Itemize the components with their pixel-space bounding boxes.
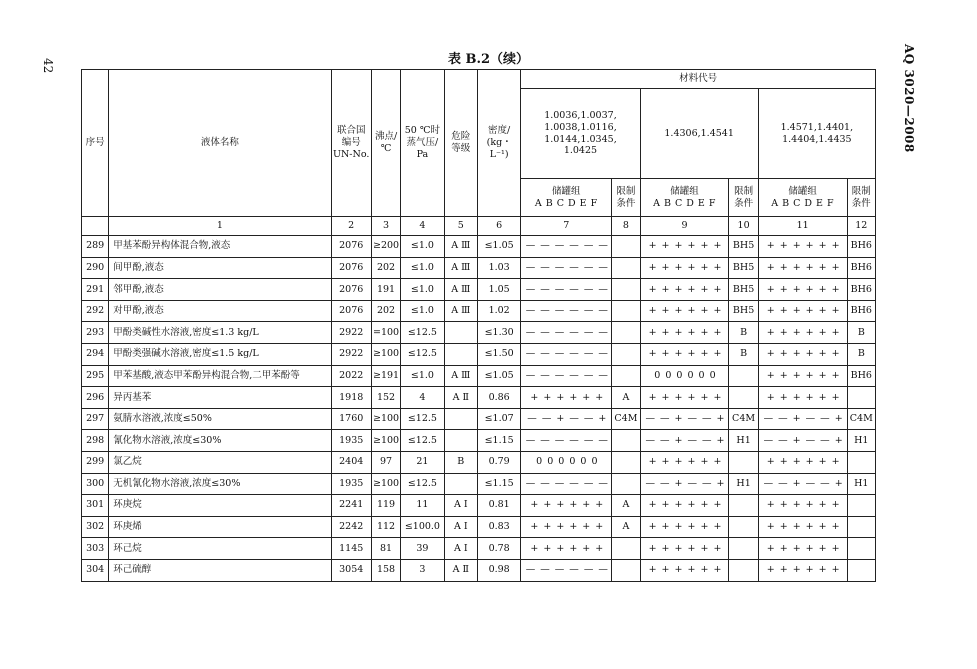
restriction-1	[612, 279, 640, 301]
tank-group-2-marks: + + + + + +	[640, 236, 729, 258]
header-restrict-3: 限制 条件	[847, 179, 875, 217]
restriction-2	[729, 387, 758, 409]
un-number: 2076	[331, 300, 371, 322]
tank-group-2-marks: — — + — — +	[640, 473, 729, 495]
table-row	[82, 322, 876, 344]
tank-group-3-marks: + + + + + +	[758, 343, 847, 365]
row-number: 298	[82, 430, 109, 452]
substance-name: 环庚烯	[109, 516, 331, 538]
standard-code: AQ 3020—2008	[902, 44, 916, 153]
header-tank-group-3: 储罐组 A B C D E F	[758, 179, 847, 217]
table-row	[82, 279, 876, 301]
vapor-pressure: ≤12.5	[401, 343, 444, 365]
table-row	[82, 343, 876, 365]
restriction-2	[729, 495, 758, 517]
tank-group-3-marks: + + + + + +	[758, 257, 847, 279]
restriction-2: H1	[729, 473, 758, 495]
boiling-point: 81	[371, 538, 400, 560]
table-row	[82, 473, 876, 495]
restriction-2: BH5	[729, 257, 758, 279]
un-number: 3054	[331, 559, 371, 581]
restriction-2	[729, 559, 758, 581]
hazard-level	[444, 322, 477, 344]
density: ≤1.05	[477, 365, 520, 387]
vapor-pressure: ≤1.0	[401, 279, 444, 301]
restriction-1	[612, 451, 640, 473]
tank-group-1-marks: 0 0 0 0 0 0	[521, 451, 612, 473]
tank-group-2-marks: — — + — — +	[640, 408, 729, 430]
density: ≤1.50	[477, 343, 520, 365]
restriction-2: BH5	[729, 300, 758, 322]
col-number: 5	[444, 217, 477, 236]
vapor-pressure: 3	[401, 559, 444, 581]
header-material-group-2: 1.4306,1.4541	[640, 89, 758, 179]
tank-group-1-marks: — — — — — —	[521, 257, 612, 279]
tank-group-1-marks: + + + + + +	[521, 538, 612, 560]
restriction-3: H1	[847, 430, 875, 452]
vapor-pressure: ≤1.0	[401, 257, 444, 279]
hazard-level	[444, 473, 477, 495]
tank-group-2-marks: + + + + + +	[640, 322, 729, 344]
row-number: 297	[82, 408, 109, 430]
col-number: 11	[758, 217, 847, 236]
substance-name: 邻甲酚,液态	[109, 279, 331, 301]
restriction-3	[847, 516, 875, 538]
tank-group-3-marks: + + + + + +	[758, 495, 847, 517]
col-number: 4	[401, 217, 444, 236]
table-row	[82, 538, 876, 560]
un-number: 2404	[331, 451, 371, 473]
boiling-point: ≥200	[371, 236, 400, 258]
hazard-level: A Ⅰ	[444, 516, 477, 538]
un-number: 1760	[331, 408, 371, 430]
table-row	[82, 430, 876, 452]
hazard-level: A Ⅲ	[444, 236, 477, 258]
header-material-group-3: 1.4571,1.4401, 1.4404,1.4435	[758, 89, 875, 179]
restriction-1	[612, 343, 640, 365]
density: 0.78	[477, 538, 520, 560]
restriction-2	[729, 538, 758, 560]
density: 0.86	[477, 387, 520, 409]
tank-group-1-marks: + + + + + +	[521, 387, 612, 409]
vapor-pressure: 4	[401, 387, 444, 409]
col-number: 1	[109, 217, 331, 236]
tank-group-2-marks: + + + + + +	[640, 343, 729, 365]
restriction-3	[847, 451, 875, 473]
restriction-2	[729, 516, 758, 538]
boiling-point: 97	[371, 451, 400, 473]
restriction-3: BH6	[847, 300, 875, 322]
substance-name: 无机氰化物水溶液,浓度≤30%	[109, 473, 331, 495]
restriction-1	[612, 365, 640, 387]
restriction-3: BH6	[847, 279, 875, 301]
col-number: 6	[477, 217, 520, 236]
hazard-level: A Ⅲ	[444, 279, 477, 301]
tank-group-2-marks: 0 0 0 0 0 0	[640, 365, 729, 387]
boiling-point: 202	[371, 300, 400, 322]
density: 1.03	[477, 257, 520, 279]
table-row	[82, 236, 876, 258]
un-number: 2241	[331, 495, 371, 517]
tank-group-1-marks: — — — — — —	[521, 236, 612, 258]
density: 1.05	[477, 279, 520, 301]
col-number: 8	[612, 217, 640, 236]
restriction-2: B	[729, 322, 758, 344]
substance-name: 甲苯基酸,液态甲苯酚异构混合物,二甲苯酚等	[109, 365, 331, 387]
header-material-code: 材料代号	[521, 70, 876, 89]
tank-group-2-marks: + + + + + +	[640, 387, 729, 409]
restriction-2	[729, 451, 758, 473]
un-number: 1935	[331, 473, 371, 495]
hazard-level: A Ⅲ	[444, 365, 477, 387]
substance-name: 异丙基苯	[109, 387, 331, 409]
tank-group-3-marks: + + + + + +	[758, 322, 847, 344]
hazard-level	[444, 343, 477, 365]
restriction-3	[847, 559, 875, 581]
density: ≤1.05	[477, 236, 520, 258]
tank-group-3-marks: + + + + + +	[758, 300, 847, 322]
row-number: 303	[82, 538, 109, 560]
un-number: 1935	[331, 430, 371, 452]
un-number: 2076	[331, 279, 371, 301]
row-number: 291	[82, 279, 109, 301]
restriction-2: H1	[729, 430, 758, 452]
row-number: 293	[82, 322, 109, 344]
vapor-pressure: 11	[401, 495, 444, 517]
restriction-3: C4M	[847, 408, 875, 430]
restriction-2: C4M	[729, 408, 758, 430]
un-number: 2076	[331, 236, 371, 258]
header-material-group-1: 1.0036,1.0037, 1.0038,1.0116, 1.0144,1.0345, 1.0425	[521, 89, 640, 179]
restriction-3	[847, 495, 875, 517]
tank-group-2-marks: + + + + + +	[640, 516, 729, 538]
vapor-pressure: ≤1.0	[401, 236, 444, 258]
hazard-level	[444, 408, 477, 430]
tank-group-2-marks: + + + + + +	[640, 451, 729, 473]
substance-name: 对甲酚,液态	[109, 300, 331, 322]
substance-table	[81, 69, 876, 582]
tank-group-3-marks: + + + + + +	[758, 387, 847, 409]
tank-group-1-marks: + + + + + +	[521, 495, 612, 517]
restriction-1	[612, 559, 640, 581]
substance-name: 氨腈水溶液,浓度≤50%	[109, 408, 331, 430]
restriction-3: B	[847, 343, 875, 365]
row-number: 296	[82, 387, 109, 409]
restriction-1	[612, 300, 640, 322]
restriction-1	[612, 430, 640, 452]
boiling-point: 202	[371, 257, 400, 279]
boiling-point: ≥100	[371, 408, 400, 430]
restriction-1: A	[612, 516, 640, 538]
restriction-3: BH6	[847, 257, 875, 279]
restriction-2: B	[729, 343, 758, 365]
table-row	[82, 516, 876, 538]
un-number: 2922	[331, 343, 371, 365]
col-number: 10	[729, 217, 758, 236]
un-number: 1145	[331, 538, 371, 560]
header-vp: 50 ℃时 蒸气压/ Pa	[401, 70, 444, 217]
tank-group-3-marks: — — + — — +	[758, 408, 847, 430]
header-density: 密度/ (kg・L⁻¹)	[477, 70, 520, 217]
row-number: 300	[82, 473, 109, 495]
tank-group-1-marks: — — — — — —	[521, 300, 612, 322]
restriction-3: BH6	[847, 365, 875, 387]
row-number: 304	[82, 559, 109, 581]
restriction-3	[847, 538, 875, 560]
density: 0.79	[477, 451, 520, 473]
restriction-3: H1	[847, 473, 875, 495]
vapor-pressure: ≤100.0	[401, 516, 444, 538]
substance-name: 甲基苯酚异构体混合物,液态	[109, 236, 331, 258]
un-number: 2922	[331, 322, 371, 344]
restriction-2	[729, 365, 758, 387]
vapor-pressure: 21	[401, 451, 444, 473]
tank-group-1-marks: — — — — — —	[521, 559, 612, 581]
tank-group-1-marks: — — — — — —	[521, 430, 612, 452]
col-number: 9	[640, 217, 729, 236]
header-hazard: 危险 等级	[444, 70, 477, 217]
tank-group-3-marks: + + + + + +	[758, 365, 847, 387]
tank-group-1-marks: — — — — — —	[521, 343, 612, 365]
header-name: 液体名称	[109, 70, 331, 217]
row-number: 299	[82, 451, 109, 473]
restriction-3	[847, 387, 875, 409]
boiling-point: 152	[371, 387, 400, 409]
restriction-1	[612, 257, 640, 279]
tank-group-1-marks: + + + + + +	[521, 516, 612, 538]
header-tank-group-2: 储罐组 A B C D E F	[640, 179, 729, 217]
col-number: 2	[331, 217, 371, 236]
table-row	[82, 408, 876, 430]
table-body	[82, 236, 876, 582]
vapor-pressure: ≤12.5	[401, 473, 444, 495]
header-un: 联合国 编号 UN-No.	[331, 70, 371, 217]
hazard-level: A Ⅱ	[444, 387, 477, 409]
boiling-point: 112	[371, 516, 400, 538]
tank-group-2-marks: + + + + + +	[640, 257, 729, 279]
tank-group-3-marks: — — + — — +	[758, 430, 847, 452]
header-restrict-1: 限制 条件	[612, 179, 640, 217]
hazard-level: A Ⅰ	[444, 538, 477, 560]
hazard-level: A Ⅰ	[444, 495, 477, 517]
tank-group-1-marks: — — + — — +	[521, 408, 612, 430]
row-number: 290	[82, 257, 109, 279]
hazard-level: A Ⅲ	[444, 257, 477, 279]
tank-group-3-marks: + + + + + +	[758, 236, 847, 258]
restriction-1	[612, 236, 640, 258]
hazard-level: A Ⅱ	[444, 559, 477, 581]
boiling-point: 191	[371, 279, 400, 301]
un-number: 1918	[331, 387, 371, 409]
tank-group-3-marks: + + + + + +	[758, 279, 847, 301]
substance-name: 环己硫醇	[109, 559, 331, 581]
vapor-pressure: ≤1.0	[401, 365, 444, 387]
vapor-pressure: ≤12.5	[401, 322, 444, 344]
header-bp: 沸点/ ℃	[371, 70, 400, 217]
boiling-point: ≥100	[371, 343, 400, 365]
restriction-2: BH5	[729, 236, 758, 258]
tank-group-2-marks: + + + + + +	[640, 538, 729, 560]
row-number: 301	[82, 495, 109, 517]
tank-group-3-marks: + + + + + +	[758, 559, 847, 581]
table-row	[82, 495, 876, 517]
un-number: 2076	[331, 257, 371, 279]
tank-group-3-marks: + + + + + +	[758, 451, 847, 473]
table-row	[82, 387, 876, 409]
density: 0.83	[477, 516, 520, 538]
substance-name: 环己烷	[109, 538, 331, 560]
table-row	[82, 300, 876, 322]
row-number: 292	[82, 300, 109, 322]
boiling-point: ≥191	[371, 365, 400, 387]
boiling-point: ≥100	[371, 473, 400, 495]
row-number: 289	[82, 236, 109, 258]
density: ≤1.07	[477, 408, 520, 430]
hazard-level: B	[444, 451, 477, 473]
row-number: 294	[82, 343, 109, 365]
header-restrict-2: 限制 条件	[729, 179, 758, 217]
vapor-pressure: ≤12.5	[401, 408, 444, 430]
table-row	[82, 451, 876, 473]
vapor-pressure: ≤12.5	[401, 430, 444, 452]
substance-name: 氰化物水溶液,浓度≤30%	[109, 430, 331, 452]
column-number-row	[82, 217, 876, 236]
table-caption: 表 B.2（续）	[447, 52, 530, 67]
substance-name: 甲酚类强碱水溶液,密度≤1.5 kg/L	[109, 343, 331, 365]
col-number: 3	[371, 217, 400, 236]
table-row	[82, 559, 876, 581]
tank-group-2-marks: + + + + + +	[640, 559, 729, 581]
header-seq: 序号	[82, 70, 109, 217]
table-row	[82, 365, 876, 387]
table-row	[82, 257, 876, 279]
hazard-level	[444, 430, 477, 452]
tank-group-1-marks: — — — — — —	[521, 473, 612, 495]
tank-group-1-marks: — — — — — —	[521, 365, 612, 387]
boiling-point: ≥100	[371, 430, 400, 452]
vapor-pressure: 39	[401, 538, 444, 560]
density: 0.81	[477, 495, 520, 517]
row-number: 295	[82, 365, 109, 387]
substance-name: 间甲酚,液态	[109, 257, 331, 279]
tank-group-2-marks: + + + + + +	[640, 495, 729, 517]
col-number: 12	[847, 217, 875, 236]
boiling-point: 119	[371, 495, 400, 517]
density: ≤1.30	[477, 322, 520, 344]
tank-group-1-marks: — — — — — —	[521, 322, 612, 344]
un-number: 2022	[331, 365, 371, 387]
restriction-1	[612, 538, 640, 560]
tank-group-1-marks: — — — — — —	[521, 279, 612, 301]
substance-name: 氯乙烷	[109, 451, 331, 473]
tank-group-3-marks: — — + — — +	[758, 473, 847, 495]
density: 0.98	[477, 559, 520, 581]
tank-group-3-marks: + + + + + +	[758, 538, 847, 560]
hazard-level: A Ⅲ	[444, 300, 477, 322]
substance-name: 甲酚类碱性水溶液,密度≤1.3 kg/L	[109, 322, 331, 344]
tank-group-2-marks: + + + + + +	[640, 300, 729, 322]
restriction-1	[612, 473, 640, 495]
density: ≤1.15	[477, 430, 520, 452]
restriction-1: A	[612, 387, 640, 409]
col-number	[82, 217, 109, 236]
tank-group-2-marks: + + + + + +	[640, 279, 729, 301]
substance-name: 环庚烷	[109, 495, 331, 517]
density: 1.02	[477, 300, 520, 322]
boiling-point: =100	[371, 322, 400, 344]
boiling-point: 158	[371, 559, 400, 581]
density: ≤1.15	[477, 473, 520, 495]
page-number: 42	[41, 58, 55, 74]
restriction-3: BH6	[847, 236, 875, 258]
restriction-3: B	[847, 322, 875, 344]
header-tank-group-1: 储罐组 A B C D E F	[521, 179, 612, 217]
table-header	[82, 70, 876, 236]
restriction-2: BH5	[729, 279, 758, 301]
tank-group-3-marks: + + + + + +	[758, 516, 847, 538]
row-number: 302	[82, 516, 109, 538]
vapor-pressure: ≤1.0	[401, 300, 444, 322]
tank-group-2-marks: — — + — — +	[640, 430, 729, 452]
restriction-1	[612, 322, 640, 344]
restriction-1: A	[612, 495, 640, 517]
restriction-1: C4M	[612, 408, 640, 430]
col-number: 7	[521, 217, 612, 236]
un-number: 2242	[331, 516, 371, 538]
